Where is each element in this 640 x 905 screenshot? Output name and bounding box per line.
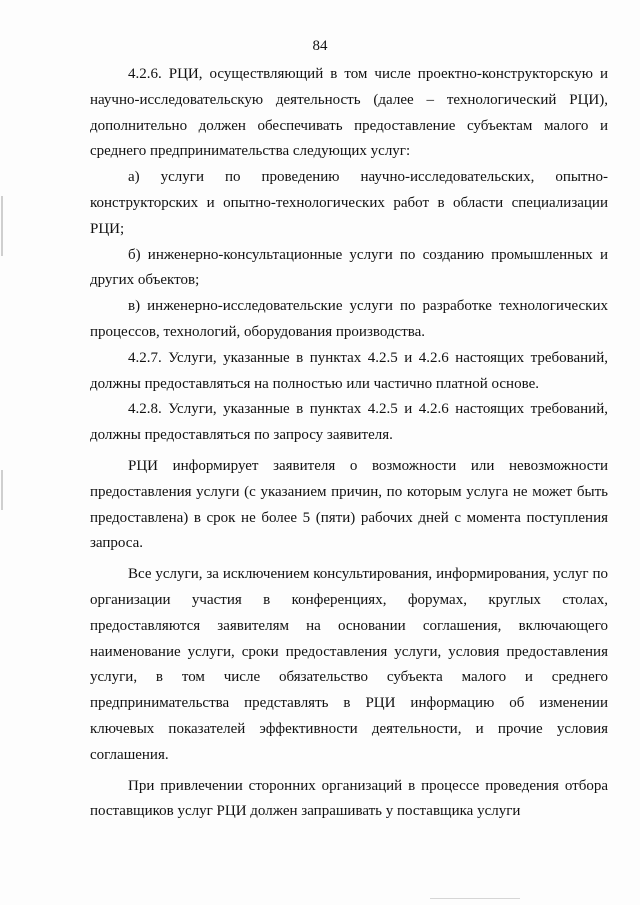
paragraph-4-2-8: 4.2.8. Услуги, указанные в пунктах 4.2.5 и 4.2.6 настоящих требований, должны предоставляться по запросу заявителя. [90,401,608,444]
paragraph-item-b: б) инженерно-консультационные услуги по созданию промышленных и других объектов; [90,246,608,289]
paragraph-item-a: а) услуги по проведению научно-исследовательских, опытно-конструкторских и опытно-технологических работ в области специализации РЦИ; [90,169,608,237]
paragraph-third-party: При привлечении сторонних организаций в процессе проведения отбора поставщиков услуг РЦИ должен запрашивать у поставщика услуги [90,777,608,820]
paragraph-rci-informs: РЦИ информирует заявителя о возможности или невозможности предоставления услуги (с указанием причин, по которым услуга не может быть предоставлена) в срок не более 5 (пяти) рабочих дней с момента поступления запроса. [90,457,608,552]
scan-edge-mark [1,196,3,256]
document-body [90,62,608,825]
paragraph-4-2-7: 4.2.7. Услуги, указанные в пунктах 4.2.5 и 4.2.6 настоящих требований, должны предоставляться на полностью или частично платной основе. [90,349,608,392]
page-number: 84 [312,38,328,54]
scan-edge-mark [1,470,3,510]
scan-bottom-mark [430,898,520,899]
paragraph-4-2-6: 4.2.6. РЦИ, осуществляющий в том числе проектно-конструкторскую и научно-исследовательскую деятельность (далее – технологический РЦИ), дополнительно должен обеспечивать предоставление субъектам малого и среднего предпринимательства следующих услуг: [90,66,608,160]
paragraph-all-services: Все услуги, за исключением консультирования, информирования, услуг по организации участия в конференциях, форумах, круглых столах, предоставляются заявителям на основании соглашения, включающего наименование услуги, сроки предоставления услуги, условия предоставления услуги, в том числе обязательство субъекта малого и среднего предпринимательства представлять в РЦИ информацию об изменении ключевых показателей эффективности деятельности, и прочие условия соглашения. [90,566,608,763]
paragraph-item-v: в) инженерно-исследовательские услуги по разработке технологических процессов, технологий, оборудования производства. [90,298,608,340]
